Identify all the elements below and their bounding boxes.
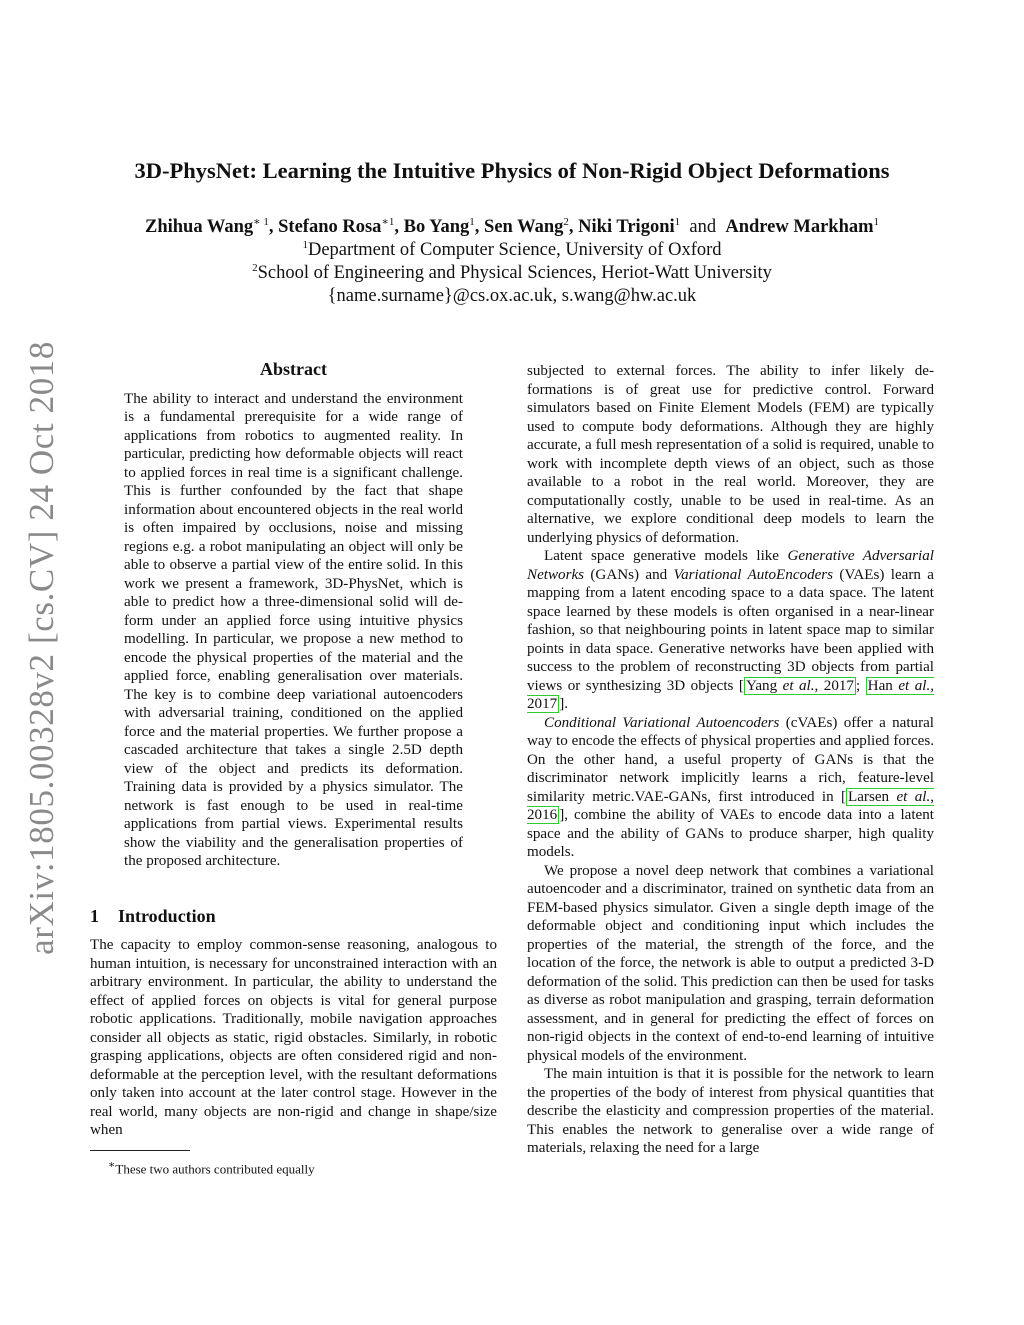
author-name: Stefano Rosa [278,217,382,237]
paragraph: subjected to external forces. The ability to infer likely deformations is of great use for predictive control. Forward simulators based on Finite Element Models (FEM) are typically used to compute body deformations. Although they are highly accurate, a full mesh representation of a solid is required, unable to work with incomplete depth views of an object, such as those available to a robot in the real world. Moreover, they are computationally costly, unable to be used in real-time. As an alternative, we explore conditional deep models to learn the underlying physics of deformation. [527,363,934,546]
paragraph: Latent space generative models like Generative Adversarial Networks (GANs) and Variational AutoEncoders (VAEs) learn a mapping from a latent encoding space to a data space. The latent space learned by these models is often organised in a near-linear fashion, so that neighbouring points in latent space map to similar points in data space. Generative networks have been applied with success to the problem of reconstructing 3D objects from partial views or synthesizing 3D objects [ Yang et al., 2017 ; Han et al., 2017 ]. [527,548,935,712]
paper-title: 3D-PhysNet: Learning the Intuitive Physics of Non-Rigid Object Deformations [134,158,890,183]
author-mark: ∗1 [381,215,395,228]
affiliation-2: $^2$School of Engineering and Physical Sciences, Heriot-Watt University [252,261,772,283]
citation-link[interactable]: Larsen et al., 2016 [527,788,934,823]
author-mark: 1 [873,215,880,228]
paragraph: We propose a novel deep network that combines a variational autoencoder and a discriminator, trained on synthetic data from an FEM-based physics simulator. Given a single depth image of the deformable object and conditioning input which includes the properties of the material, the strength of the force, and the location of the force, the network is able to output a predicted 3-D deformation of the solid. This prediction can then be used for tasks as diverse as robot manipulation and grasping, terrain deformation assessment, and in general for predicting the effect of forces on non-rigid objects in the context of end-to-end learning of intuitive physical models of the environment. [527,862,934,1064]
paragraph: Conditional Variational Autoencoders (cVAEs) offer a natural way to encode the effects of physical properties and applied forces. On the other hand, a useful property of GANs is that the discriminator network implicitly learns a rich, feature-level similarity metric.VAE-GANs, first introduced in [ Larsen et al., 2016 ], combine the ability of VAEs to encode data into a latent space and the ability of GANs to produce sharper, high quality models. [527,714,935,860]
author-name: Bo Yang [403,217,470,237]
author-list: Zhihua Wang$^{∗ 1}$, Stefano Rosa$^{∗1}$, Bo Yang$^1$, Sen Wang$^2$, Niki Trigoni$^1$ and Andrew Markham$^1$ [144,215,880,237]
author-name: Andrew Markham [725,217,874,237]
author-block [80,216,944,308]
citation-link[interactable]: Yang et al., 2017 [745,677,854,694]
section-heading-introduction: 1 Introduction [90,905,216,926]
author-and: and [689,217,717,237]
author-name: Niki Trigoni [578,217,675,237]
author-emails: {name.surname}@cs.ox.ac.uk, s.wang@hw.ac.uk [327,286,697,306]
author-mark: ∗ 1 [253,215,269,228]
author-name: Zhihua Wang [144,217,254,237]
footnote-rule [90,1150,190,1151]
citation-link[interactable]: Han et al., 2017 [527,677,935,712]
arxiv-sidebar [20,340,64,955]
left-column [90,360,497,1177]
abstract-heading: Abstract [260,359,327,379]
author-mark: 1 [469,215,475,228]
arxiv-id: arXiv:1805.00328v2 [cs.CV] 24 Oct 2018 [22,340,61,955]
footnote: ∗These two authors contributed equally [108,1158,315,1176]
affiliation-1: $^1$Department of Computer Science, University of Oxford [302,238,722,260]
right-column [527,362,934,1158]
author-mark: 2 [563,215,569,228]
paragraph: The main intuition is that it is possible for the network to learn the properties of the body of interest from physical quantities that describe the elasticity and compression properties of the material. This enables the network to generalise over a wide range of materials, relaxing the need for a large [527,1066,934,1156]
abstract-text: The ability to interact and understand the environment is a fundamental prerequisite for a wide range of applications from robotics to augmented reality. In particular, predicting how deformable objects will react to applied forces in real time is a significant challenge. This is further confounded by the fact that shape information about encountered objects in the real world is often impaired by occlusions, noise and missing regions e.g. a robot manipulating an object will only be able to observe a partial view of the entire solid. In this work we present a framework, 3D-PhysNet, which is able to predict how a three-dimensional solid will deform under an applied force using intuitive physics modelling. In particular, we propose a new method to encode the physical properties of the material and the applied force, enabling generalisation over materials. The key is to combine deep variational autoencoders with adversarial training, conditioned on the applied force and the material properties. We further propose a cascaded architecture that takes a single 2.5D depth view of the object and predicts its deformation. Training data is provided by a physics simulator. The network is fast enough to be used in real-time applications from partial views. Experimental results show the viability and the generalisation properties of the proposed architecture. [124,390,463,869]
introduction-paragraph: The capacity to employ common-sense reasoning, analogous to human intuition, is necessary for unconstrained interaction with an arbitrary environment. In particular, the ability to understand the effect of applied forces on objects is vital for general purpose robotic applications. Traditionally, mobile navigation approaches consider all objects as static, rigid obstacles. Similarly, in robotic grasping applications, objects are often considered rigid and non-deformable at the perception level, with the resultant deformations only taken into account at the later control stage. However in the real world, many objects are non-rigid and change in shape/size when [90,937,497,1138]
author-mark: 1 [674,215,681,228]
author-name: Sen Wang [484,217,564,237]
